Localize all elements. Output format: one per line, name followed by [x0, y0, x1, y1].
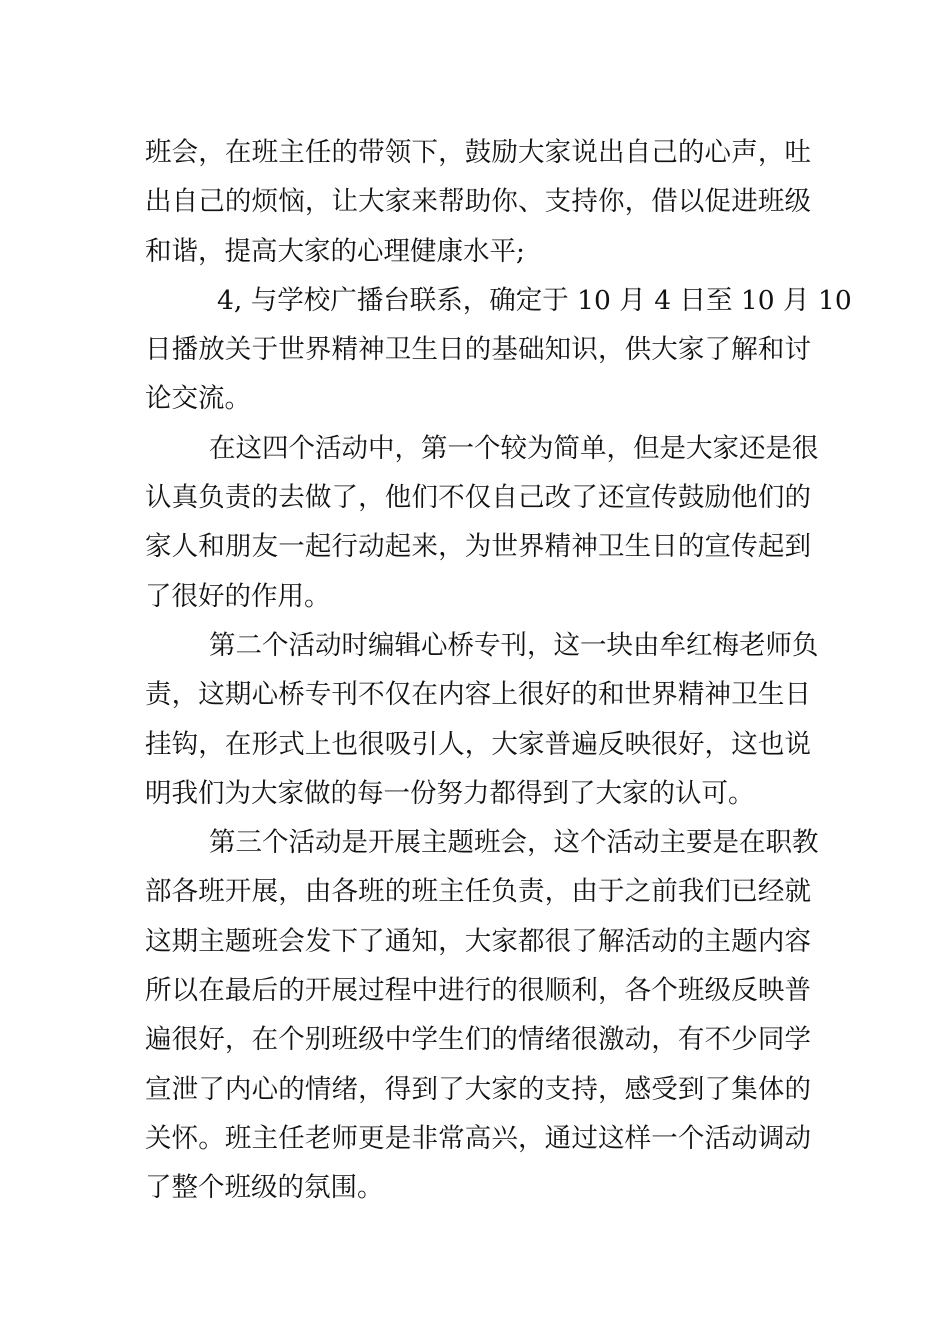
paragraph-activity-three	[145, 818, 819, 1212]
text-line: 了很好的作用。	[145, 580, 331, 612]
paragraph-activity-two	[145, 621, 819, 818]
text-line: 宣泄了内心的情绪，得到了大家的支持，感受到了集体的	[145, 1073, 811, 1105]
paragraph-activity-one	[145, 424, 819, 621]
text-line: 第三个活动是开展主题班会，这个活动主要是在职教	[209, 827, 819, 859]
text-line: 责，这期心桥专刊不仅在内容上很好的和世界精神卫生日	[145, 679, 811, 711]
text-line: 班会，在班主任的带领下，鼓励大家说出自己的心声，吐	[145, 137, 811, 168]
text-line: 在这四个活动中，第一个较为简单，但是大家还是很	[209, 432, 819, 464]
text-line: 明我们为大家做的每一份努力都得到了大家的认可。	[145, 777, 755, 809]
text-line: 遍很好，在个别班级中学生们的情绪很激动，有不少同学	[145, 1024, 811, 1056]
paragraph-broadcast	[145, 276, 852, 424]
text-line: 和谐，提高大家的心理健康水平;	[145, 235, 525, 267]
text-line: 所以在最后的开展过程中进行的很顺利，各个班级反映普	[145, 975, 811, 1007]
text-line: 关怀。班主任老师更是非常高兴，通过这样一个活动调动	[145, 1122, 811, 1154]
text-line: 4, 与学校广播台联系，确定于 10 月 4 日至 10 月 10	[217, 284, 852, 316]
text-line: 这期主题班会发下了通知，大家都很了解活动的主题内容	[145, 925, 811, 957]
text-line: 日播放关于世界精神卫生日的基础知识，供大家了解和讨	[145, 334, 811, 366]
text-line: 挂钩，在形式上也很吸引人，大家普遍反映很好，这也说	[145, 728, 811, 760]
text-line: 家人和朋友一起行动起来，为世界精神卫生日的宣传起到	[145, 531, 811, 563]
paragraph-class-meeting	[145, 128, 811, 276]
text-line: 认真负责的去做了，他们不仅自己改了还宣传鼓励他们的	[145, 482, 811, 514]
text-line: 论交流。	[145, 383, 251, 415]
text-line: 第二个活动时编辑心桥专刊，这一块由牟红梅老师负	[209, 629, 819, 661]
text-line: 部各班开展，由各班的班主任负责，由于之前我们已经就	[145, 876, 811, 908]
text-line: 出自己的烦恼，让大家来帮助你、支持你，借以促进班级	[145, 186, 811, 218]
document-page	[145, 128, 852, 1213]
text-line: 了整个班级的氛围。	[145, 1172, 384, 1204]
